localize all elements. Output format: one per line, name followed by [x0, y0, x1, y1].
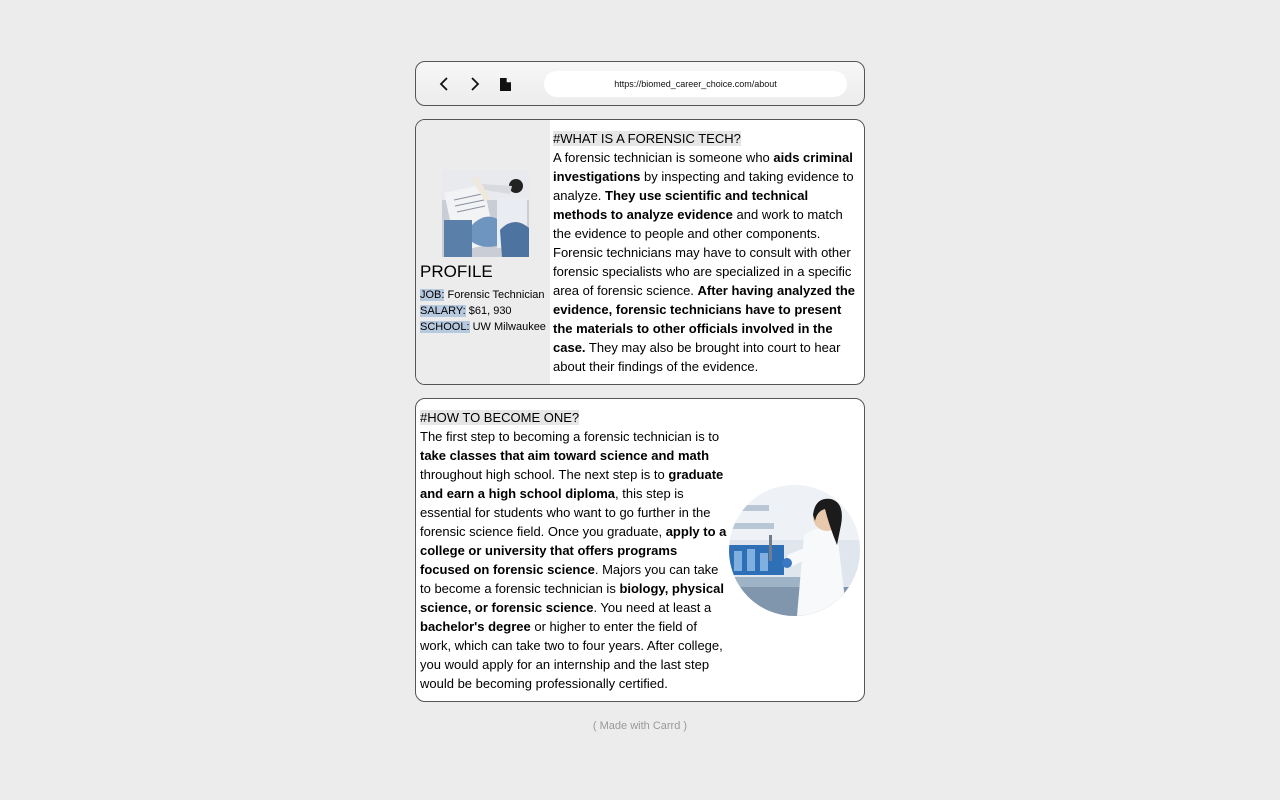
- bold-text: After having analyzed the evidence, forensic technicians have to present the materials to other officials involved in the case.: [553, 283, 856, 355]
- bold-text: take classes that aim toward science and math: [420, 448, 710, 463]
- body-text: . You need at least a: [593, 600, 712, 615]
- browser-bar: [415, 61, 865, 106]
- chevron-right-icon[interactable]: [465, 74, 485, 94]
- profile-field-school: [420, 319, 546, 335]
- bold-text: graduate and earn a high school diploma: [420, 467, 724, 501]
- document-icon[interactable]: [495, 74, 515, 94]
- how-section: [420, 408, 730, 693]
- bold-text: bachelor's degree: [420, 619, 531, 634]
- body-text: or higher to enter the field of work, which can take two to four years. After college, you would apply for an internship and the last step would be becoming professionally certified.: [420, 619, 723, 691]
- field-label: JOB:: [420, 289, 445, 301]
- section-heading: #WHAT IS A FORENSIC TECH?: [553, 131, 741, 146]
- field-label: SCHOOL:: [420, 321, 470, 333]
- body-text: and work to match the evidence to people and other components. Forensic technicians may have to consult with other forensic specialists who are specialized in a specific area of forensic science.: [553, 207, 852, 298]
- profile-image: [442, 170, 529, 257]
- field-value: $61, 930: [468, 305, 512, 317]
- profile-field-job: [420, 287, 546, 303]
- field-label: SALARY:: [420, 305, 466, 317]
- how-body: [420, 427, 730, 693]
- profile-title: PROFILE: [420, 262, 493, 281]
- profile-fields: [420, 287, 546, 335]
- body-text: by inspecting and taking evidence to analyze.: [553, 169, 854, 203]
- profile-field-salary: [420, 303, 546, 319]
- made-with-carrd[interactable]: ( Made with Carrd ): [592, 720, 688, 732]
- bold-text: biology, physical science, or forensic science: [420, 581, 724, 615]
- what-section: [553, 129, 859, 376]
- profile-column: [416, 120, 550, 384]
- bold-text: aids criminal investigations: [553, 150, 853, 184]
- bold-text: They use scientific and technical methods to analyze evidence: [553, 188, 809, 222]
- body-text: . Majors you can take to become a forensic technician is: [420, 562, 719, 596]
- section-heading: #HOW TO BECOME ONE?: [420, 410, 580, 425]
- how-card: [415, 398, 865, 702]
- lab-image: [729, 485, 860, 616]
- body-text: The first step to becoming a forensic technician is to: [420, 429, 720, 444]
- chevron-left-icon[interactable]: [434, 74, 454, 94]
- body-text: , this step is essential for students who want to go further in the forensic science field. Once you graduate,: [420, 486, 711, 539]
- bold-text: apply to a college or university that offers programs focused on forensic science: [420, 524, 727, 577]
- url-bar[interactable]: https://biomed_career_choice.com/about: [544, 71, 847, 97]
- what-body: [553, 148, 859, 376]
- field-value: Forensic Technician: [447, 289, 545, 301]
- body-text: They may also be brought into court to hear about their findings of the evidence.: [553, 340, 841, 374]
- about-card: [415, 119, 865, 385]
- field-value: UW Milwaukee: [472, 321, 546, 333]
- body-text: A forensic technician is someone who: [553, 150, 774, 165]
- body-text: throughout high school. The next step is to: [420, 467, 669, 482]
